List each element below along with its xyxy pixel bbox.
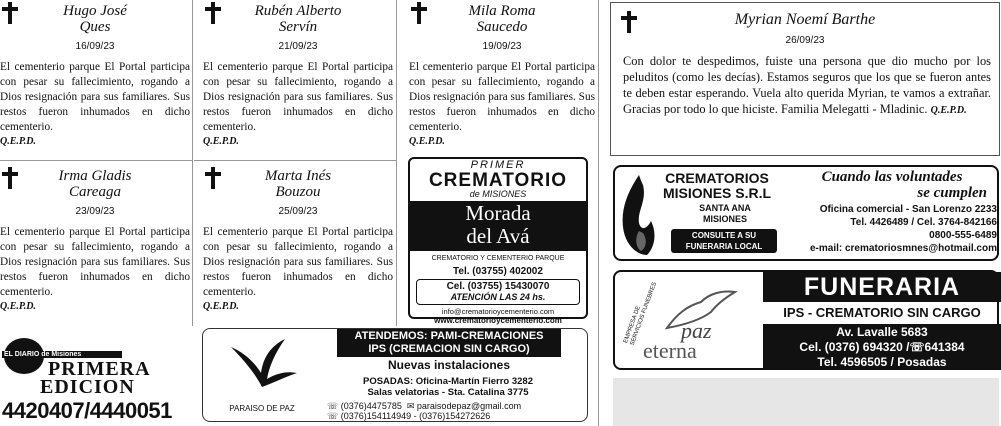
crem-title: CREMATORIOS MISIONES S.R.L bbox=[662, 170, 772, 201]
obituary-myrian bbox=[610, 2, 1000, 156]
ad-crematorios-misiones bbox=[613, 165, 999, 261]
qepd: Q.E.P.D. bbox=[409, 136, 445, 147]
notice-date: 16/09/23 bbox=[75, 41, 115, 52]
crem-slogan: Cuando las voluntades se cumplen bbox=[821, 169, 987, 201]
paraiso-banner: ATENDEMOS: PAMI-CREMACIONES IPS (CREMACION SIN CARGO) bbox=[337, 329, 561, 357]
obituary-marta bbox=[203, 165, 393, 314]
notice-body: El cementerio parque El Portal participa con pesar su fallecimiento, rogando a Dios resignación para sus familiares. Sus restos fueron inhumados en dicho cementerio. bbox=[203, 226, 393, 298]
crem-consulte: CONSULTE A SU FUNERARIA LOCAL bbox=[671, 229, 777, 253]
paraiso-contacts: ☏ (0376)4475785 ✉ paraisodepaz@gmail.com bbox=[327, 401, 522, 411]
primer-top: PRIMER bbox=[470, 159, 526, 171]
cross-icon bbox=[2, 2, 18, 24]
ad-paraiso-de-paz bbox=[202, 328, 588, 422]
whatsapp-icon: ☏ bbox=[327, 411, 339, 421]
primer-strip: CREMATORIO Y CEMENTERIO PARQUE bbox=[431, 255, 565, 262]
dove-icon bbox=[207, 333, 317, 395]
primer-sub: de MISIONES bbox=[469, 189, 527, 199]
deceased-name: Marta Inés Bouzou bbox=[264, 168, 332, 200]
funeraria-title: FUNERARIA bbox=[763, 272, 1001, 302]
paraiso-posadas: POSADAS: Oficina-Martín Fierro 3282 bbox=[363, 376, 533, 387]
paraiso-phones: ☏ (0376)154114949 - (0376)154272626 bbox=[327, 411, 491, 421]
ad-funeraria-paz-eterna bbox=[613, 270, 999, 370]
qepd: Q.E.P.D. bbox=[0, 301, 36, 312]
cross-icon bbox=[205, 167, 221, 189]
notice-body: El cementerio parque El Portal participa con pesar su fallecimiento, rogando a Dios resignación para sus familiares. Sus restos fueron inhumados en dicho cementerio. bbox=[409, 61, 595, 133]
paraiso-salas: Salas velatorias - Sta. Catalina 3775 bbox=[367, 387, 529, 398]
morada-banner: Morada del Avá bbox=[410, 201, 586, 251]
crem-city: SANTA ANA MISIONES bbox=[699, 203, 751, 224]
obituary-ruben bbox=[203, 0, 393, 149]
notice-date: 21/09/23 bbox=[278, 41, 318, 52]
deceased-name: Hugo José Ques bbox=[63, 3, 127, 35]
deceased-name: Mila Roma Saucedo bbox=[468, 3, 536, 35]
funeraria-ips: IPS - CREMATORIO SIN CARGO bbox=[783, 305, 981, 320]
obituary-hugo bbox=[0, 0, 190, 149]
notice-body: El cementerio parque El Portal participa con pesar su fallecimiento, rogando a Dios resignación para sus familiares. Sus restos fueron inhumados en dicho cementerio. bbox=[0, 61, 190, 133]
cross-icon bbox=[2, 167, 18, 189]
email-icon: ✉ bbox=[406, 401, 415, 411]
whatsapp-icon: ☏ bbox=[909, 340, 925, 354]
diario-logo-small: EL DIARIO de Misiones bbox=[2, 351, 122, 358]
deceased-name: Rubén Alberto Servín bbox=[254, 3, 342, 35]
cross-icon bbox=[411, 2, 427, 24]
obituary-irma bbox=[0, 165, 190, 314]
diario-line2: EDICION bbox=[40, 376, 135, 398]
notice-body: El cementerio parque El Portal participa con pesar su fallecimiento, rogando a Dios resignación para sus familiares. Sus restos fueron inhumados en dicho cementerio. bbox=[203, 61, 393, 133]
paraiso-logo: PARAISO DE PAZ bbox=[207, 333, 317, 417]
ad-primer-crematorio bbox=[408, 157, 588, 325]
deceased-name: Myrian Noemí Barthe bbox=[734, 11, 876, 28]
qepd: Q.E.P.D. bbox=[930, 105, 967, 116]
qepd: Q.E.P.D. bbox=[203, 301, 239, 312]
qepd: Q.E.P.D. bbox=[0, 136, 36, 147]
primer-tel: Tel. (03755) 402002 bbox=[453, 266, 543, 277]
cross-icon bbox=[621, 11, 637, 33]
notice-body: Con dolor te despedimos, fuiste una persona que dio mucho por los peluditos (como les decías). Estamos seguros que los que se fueron antes te deben estar esperando. Vuela alto querida Myrian, te vamos a extrañar. Gracias por todo lo que hiciste. Familia Melegatti - Mladinic. Q.E.P.D. bbox=[623, 54, 991, 116]
ad-primera-edicion bbox=[0, 333, 182, 426]
phone-icon: ☏ bbox=[327, 401, 339, 411]
deceased-name: Irma Gladis Careaga bbox=[58, 168, 132, 200]
crem-contact: Oficina comercial - San Lorenzo 2233 Tel. 4426489 / Cel. 3764-842166 0800-555-6489 e-mail: crematoriosmnes@hotmail.com bbox=[809, 204, 997, 254]
cross-icon bbox=[205, 2, 221, 24]
notice-date: 25/09/23 bbox=[278, 206, 318, 217]
primer-web: www.crematorioycementerio.com bbox=[434, 316, 562, 325]
primer-cel-box: Cel. (03755) 15430070 ATENCIÓN LAS 24 hs. bbox=[416, 279, 580, 305]
diario-line1: PRIMERA bbox=[48, 358, 151, 380]
primer-email: info@crematorioycementerio.com bbox=[441, 307, 555, 316]
primer-title: CREMATORIO bbox=[428, 170, 568, 191]
diario-phone: 4420407/4440051 bbox=[2, 398, 172, 423]
funeraria-contact: Av. Lavalle 5683 Cel. (0376) 694320 /☏641384 Tel. 4596505 / Posadas bbox=[763, 324, 1001, 370]
paz-eterna-logo: EMPRESA DE SERVICIOS FUNEBRES paz eterna bbox=[623, 280, 759, 364]
notice-date: 23/09/23 bbox=[75, 206, 115, 217]
notice-date: 26/09/23 bbox=[785, 35, 825, 46]
empty-ad-space bbox=[613, 378, 999, 426]
qepd: Q.E.P.D. bbox=[203, 136, 239, 147]
paraiso-nuevas: Nuevas instalaciones bbox=[387, 358, 511, 372]
notice-body: El cementerio parque El Portal participa con pesar su fallecimiento, rogando a Dios resignación para sus familiares. Sus restos fueron inhumados en dicho cementerio. bbox=[0, 226, 190, 298]
obituary-mila bbox=[409, 0, 595, 149]
notice-date: 19/09/23 bbox=[482, 41, 522, 52]
